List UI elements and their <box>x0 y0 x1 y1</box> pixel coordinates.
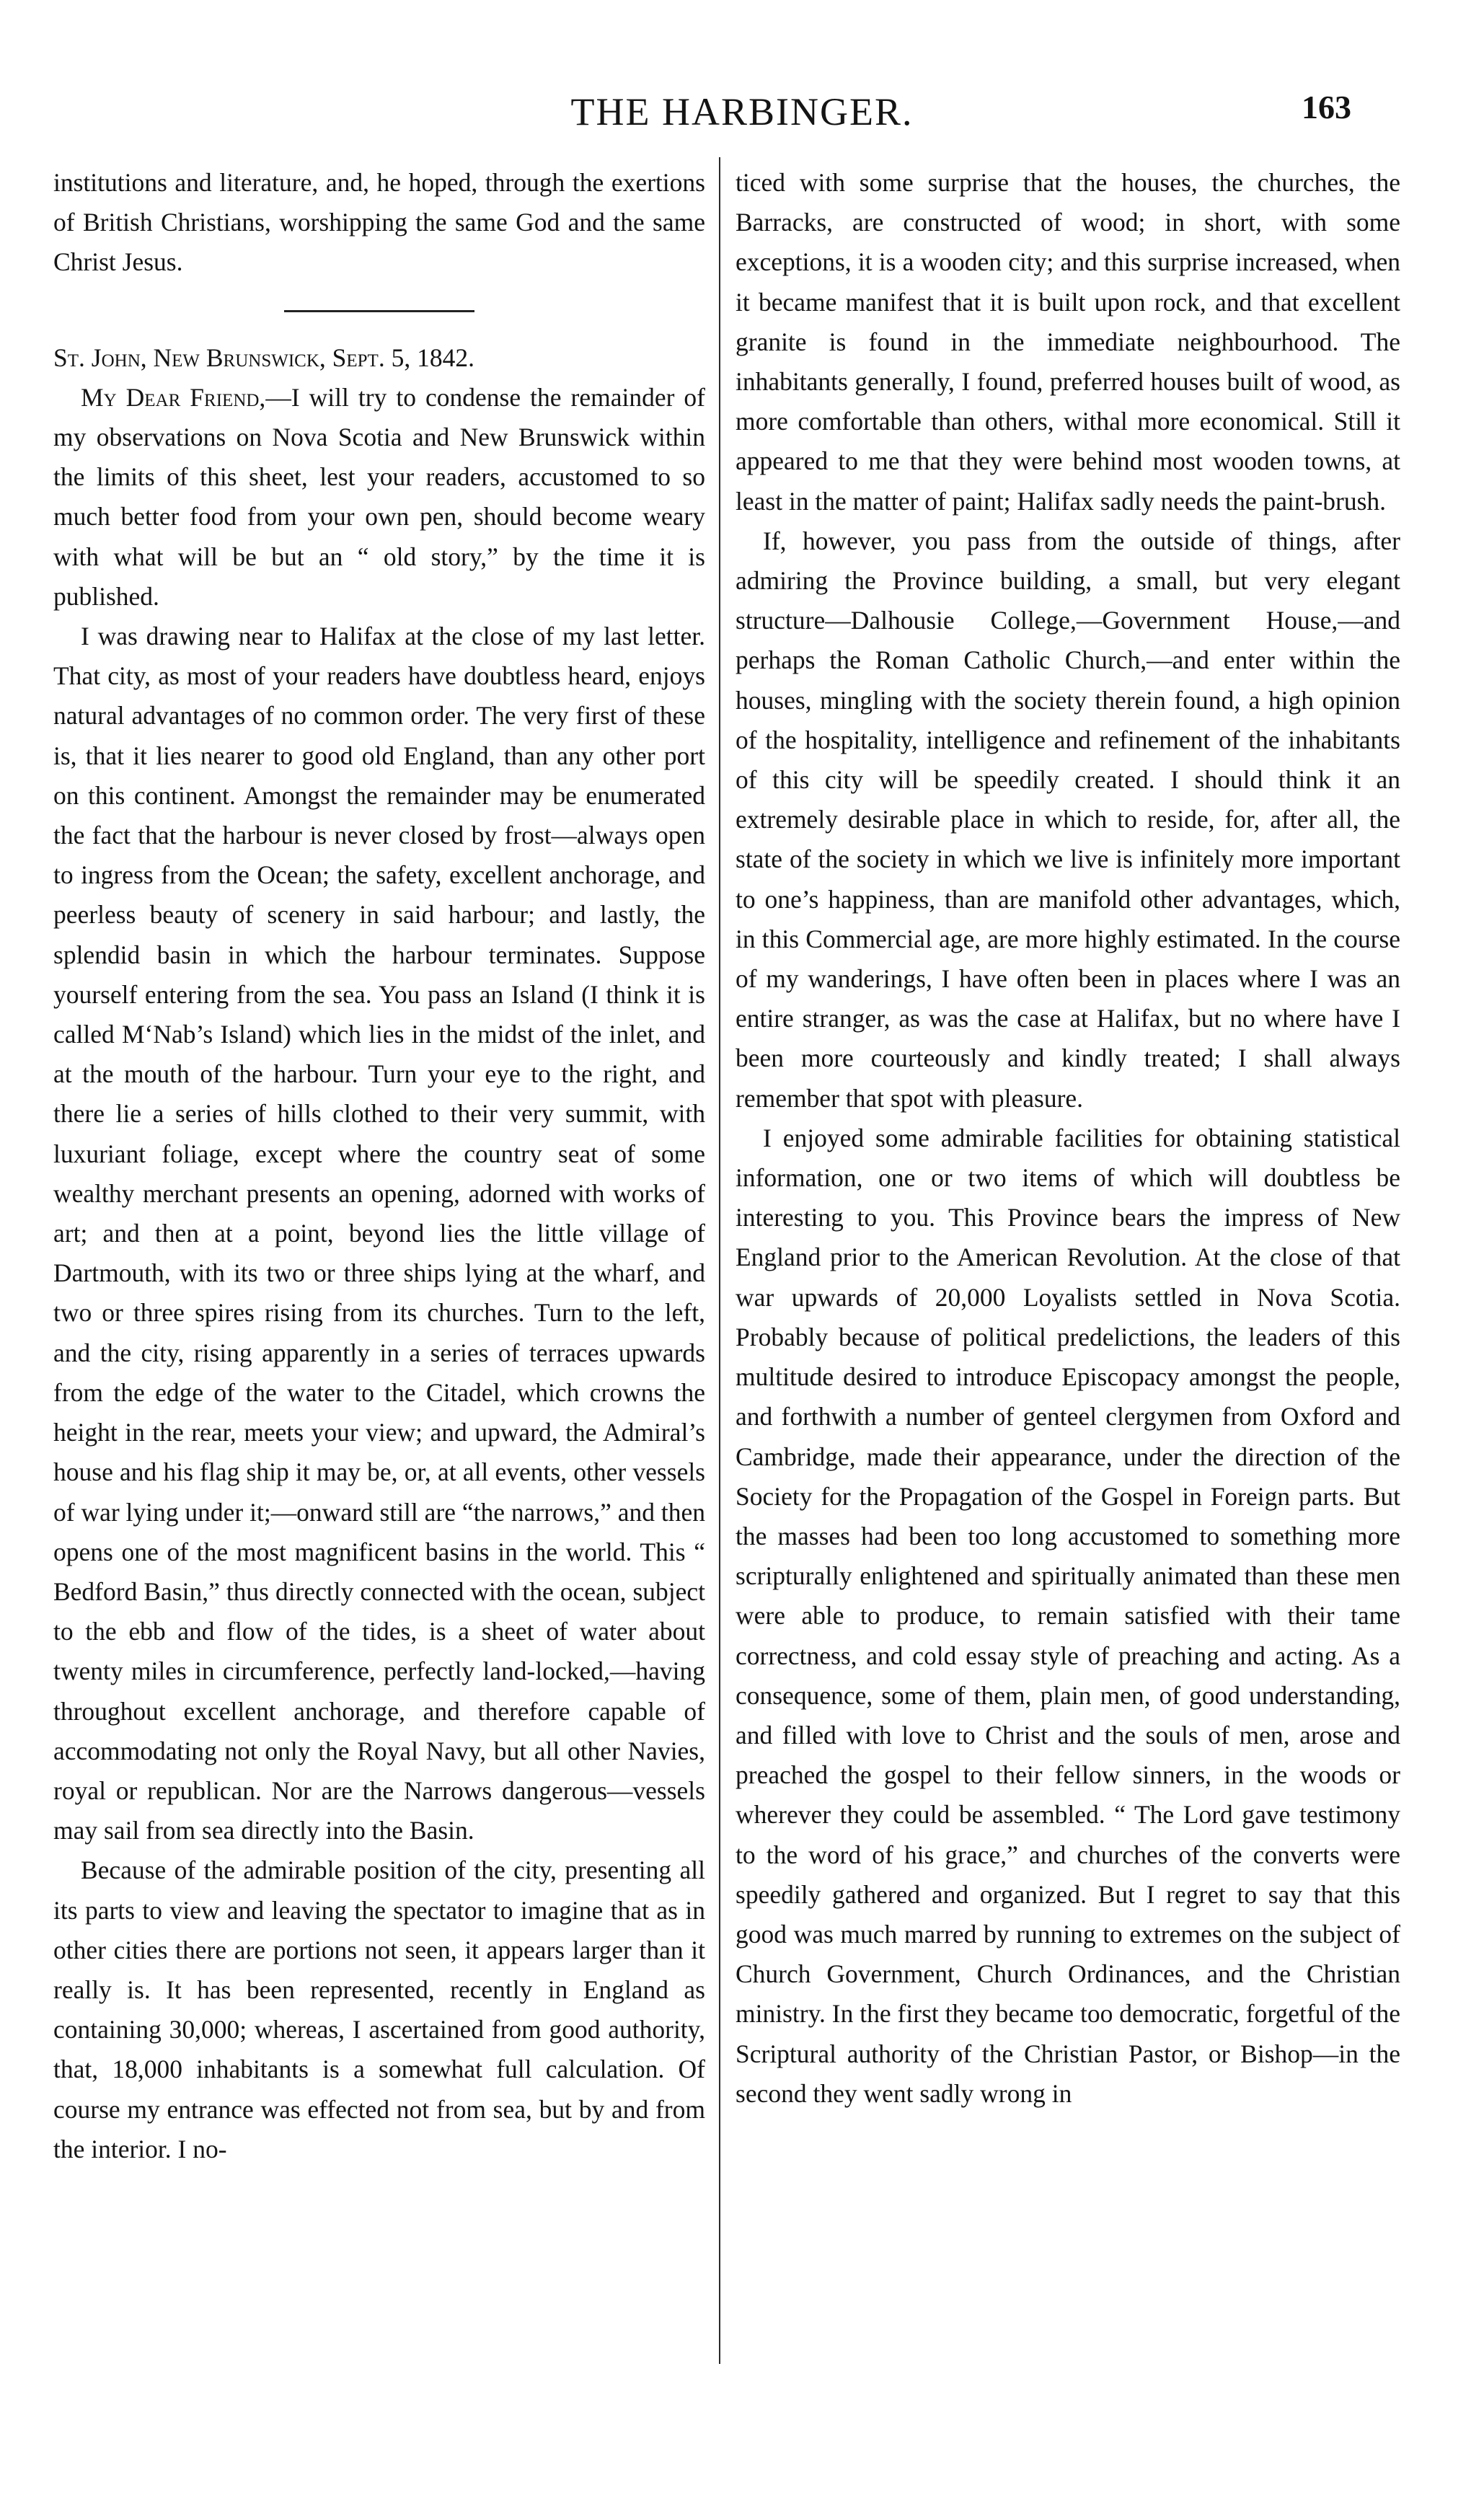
page-number: 163 <box>1302 89 1351 125</box>
column-divider-rule <box>719 157 720 2364</box>
continuation-paragraph: institutions and literature, and, he hoped, through the exertions of British Christians, worshipping the same God and the same Christ Jesus. <box>53 168 705 277</box>
city-position-paragraph: Because of the admirable position of the city, presenting all its parts to view and leaving the spectator to imagine that as in other cities there are portions not seen, it appears larger than it really is. It has been represented, recently in England as containing 30,000; whereas, I ascertained from good authority, that, 18,000 inhabitants is a somewhat full calculation. Of course my entrance was effected not from sea, but by and from the interior. I no- <box>53 1856 705 2163</box>
section-divider <box>284 310 474 312</box>
wooden-city-paragraph: ticed with some surprise that the houses, the churches, the Barracks, are constructed of wood; in short, with some exceptions, it is a wooden city; and this surprise increased, when it became manifest that it is built upon rock, and that excellent granite is found in the immediate neighbourhood. The inhabitants generally, I found, preferred houses built of wood, as more comfortable than others, withal more economical. Still it appeared to me that they were behind most wooden towns, at least in the matter of paint; Halifax sadly needs the paint-brush. <box>736 168 1400 516</box>
statistics-paragraph: I enjoyed some admirable facilities for obtaining statistical information, one or two items of which will doubtless be interesting to you. This Province bears the impress of New England prior to the American Revolution. At the close of that war upwards of 20,000 Loyalists settled in Nova Scotia. Probably because of political predelictions, the leaders of this multitude desired to introduce Episcopacy amongst the people, and forthwith a number of genteel clergymen from Oxford and Cambridge, made their appearance, under the direction of the Society for the Propagation of the Gospel in Foreign parts. But the masses had been too long accustomed to something more scripturally enlightened and spiritually animated than these men were able to produce, to remain satisfied with their tame correctness, and cold essay style of preaching and acting. As a consequence, some of them, plain men, of good understanding, and filled with love to Christ and the souls of men, arose and preached the gospel to their fellow sinners, in the woods or wherever they could be assembled. “ The Lord gave testimony to the word of his grace,” and churches of the converts were speedily gathered and organized. But I regret to say that this good was much marred by running to extremes on the subject of Church Government, Church Ordinances, and the Christian ministry. In the first they became too democratic, forgetful of the Scriptural authority of the Christian Pastor, or Bishop—in the second they went sadly wrong in <box>736 1123 1400 2108</box>
letter-opening-text: —I will try to condense the remainder of my observations on Nova Scotia and New Brunswick within the limits of this sheet, lest your readers, accustomed to so much better food from your own pen, should become weary with what will be but an “ old story,” by the time it is published. <box>53 382 705 611</box>
left-column <box>53 163 705 2169</box>
hospitality-paragraph: If, however, you pass from the outside of things, after admiring the Province building, a small, but very elegant structure—Dalhousie College,—Government House,—and perhaps the Roman Catholic Church,—and enter within the houses, mingling with the society therein found, a high opinion of the hospitality, intelligence and refinement of the inhabitants of this city will be speedily created. I should think it an extremely desirable place in which to reside, for, after all, the state of the society in which we live is infinitely more important to one’s happiness, than are manifold other advantages, which, in this Commercial age, are more highly estimated. In the course of my wanderings, I have often been in places where I was an entire stranger, as was the case at Halifax, but no where have I been more courteously and kindly treated; I shall always remember that spot with pleasure. <box>736 526 1400 1113</box>
page-header-title: THE HARBINGER. <box>570 90 914 133</box>
right-column <box>736 163 1400 2114</box>
halifax-harbour-paragraph: I was drawing near to Halifax at the close of my last letter. That city, as most of your readers have doubtless heard, enjoys natural advantages of no common order. The very first of these is, that it lies nearer to good old England, than any other port on this continent. Amongst the remainder may be enumerated the fact that the harbour is never closed by frost—always open to ingress from the Ocean; the safety, excellent anchorage, and peerless beauty of scenery in said harbour; and lastly, the splendid basin in which the harbour terminates. Suppose yourself entering from the sea. You pass an Island (I think it is called M‘Nab’s Island) which lies in the midst of the inlet, and at the mouth of the harbour. Turn your eye to the right, and there lie a series of hills clothed to their very summit, with luxuriant foliage, except where the country seat of some wealthy merchant presents an opening, adorned with works of art; and then at a point, beyond lies the little village of Dartmouth, with its two or three ships lying at the wharf, and two or three spires rising from its churches. Turn to the left, and the city, rising apparently in a series of terraces upwards from the edge of the water to the Citadel, which crowns the height in the rear, meets your view; and upward, the Admiral’s house and his flag ship it may be, or, at all events, other vessels of war lying under it;—onward still are “the narrows,” and then opens one of the most magnificent basins in the world. This “ Bedford Basin,” thus directly connected with the ocean, subject to the ebb and flow of the tides, is a sheet of water about twenty miles in circumference, perfectly land-locked,—having throughout excellent anchorage, and therefore capable of accommodating not only the Royal Navy, but all other Navies, royal or republican. Nor are the Narrows dangerous—vessels may sail from sea directly into the Basin. <box>53 622 705 1845</box>
letter-salutation: My Dear Friend, <box>81 382 266 412</box>
letter-opening-paragraph <box>53 378 705 617</box>
letter-dateline: St. John, New Brunswick, Sept. 5, 1842. <box>53 343 474 372</box>
